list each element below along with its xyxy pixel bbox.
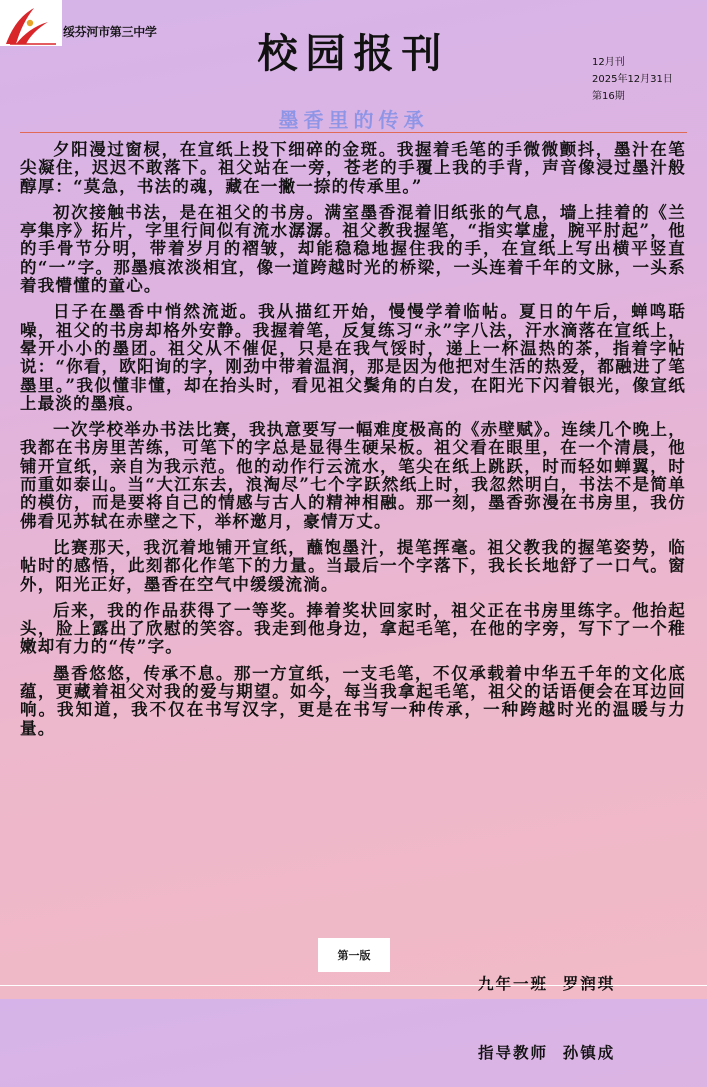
article-paragraph: 初次接触书法，是在祖父的书房。满室墨香混着旧纸张的气息，墙上挂着的《兰亭集序》拓片，字里行间似有流水潺潺。祖父教我握笔，“指实掌虚，腕平肘起”，他的手骨节分明，带着岁月的褶皱，却能稳稳地握住我的手，在宣纸上写出横平竖直的“一”字。那墨痕浓淡相宜，像一道跨越时光的桥梁，一头连着千年的文脉，一头系着我懵懂的童心。 (20, 202, 686, 296)
article-paragraph: 日子在墨香中悄然流逝。我从描红开始，慢慢学着临帖。夏日的午后，蝉鸣聒噪，祖父的书房却格外安静。我握着笔，反复练习“永”字八法，汗水滴落在宣纸上，晕开小小的墨团。祖父从不催促，只是在我气馁时，递上一杯温热的茶，指着字帖说：“你看，欧阳询的字，刚劲中带着温润，那是因为他把对生活的热爱，都融进了笔墨里。”我似懂非懂，却在抬头时，看见祖父鬓角的白发，在阳光下闪着银光，像宣纸上最淡的墨痕。 (20, 302, 686, 413)
teacher-line: 指导教师 孙镇成 (478, 1043, 616, 1062)
article-body (20, 141, 686, 746)
article-paragraph: 夕阳漫过窗棂，在宣纸上投下细碎的金斑。我握着毛笔的手微微颤抖，墨汁在笔尖凝住，迟迟不敢落下。祖父站在一旁，苍老的手覆上我的手背，声音像浸过墨汁般醇厚：“莫急，书法的魂，藏在一撇一捺的传承里。” (20, 140, 686, 196)
footer-divider (0, 985, 707, 986)
issue-number: 第16期 (592, 91, 625, 102)
title-divider (20, 132, 687, 133)
article-paragraph: 墨香悠悠，传承不息。那一方宣纸，一支毛笔，不仅承载着中华五千年的文化底蕴，更藏着祖父对我的爱与期望。如今，每当我拿起毛笔，祖父的话语便会在耳边回响。我知道，我不仅在书写汉字，更是在书写一种传承，一种跨越时光的温暖与力量。 (20, 663, 686, 738)
issue-info (592, 54, 673, 105)
school-name: 绥芬河市第三中学 (63, 25, 157, 39)
article-signoff (478, 926, 615, 1087)
page-label: 第一版 (318, 938, 390, 972)
article-paragraph: 一次学校举办书法比赛，我执意要写一幅难度极高的《赤壁赋》。连续几个晚上，我都在书房里苦练，可笔下的字总是显得生硬呆板。祖父看在眼里，在一个清晨，他铺开宣纸，亲自为我示范。他的动作行云流水，笔尖在纸上跳跃，时而轻如蝉翼，时而重如泰山。当“大江东去，浪淘尽”七个字跃然纸上时，我忽然明白，书法不是简单的模仿，而是要将自己的情感与古人的精神相融。那一刻，墨香弥漫在书房里，我仿佛看见苏轼在赤壁之下，举杯邀月，豪情万丈。 (20, 420, 686, 531)
article-title: 墨香里的传承 (278, 108, 429, 132)
issue-month: 12月刊 (592, 57, 625, 68)
article-paragraph: 后来，我的作品获得了一等奖。捧着奖状回家时，祖父正在书房里练字。他抬起头，脸上露出了欣慰的笑容。我走到他身边，拿起毛笔，在他的字旁，写下了一个稚嫩却有力的“传”字。 (20, 600, 686, 657)
issue-date: 2025年12月31日 (592, 74, 673, 85)
author-line: 九年一班 罗润琪 (478, 974, 616, 993)
newspaper-masthead: 校园报刊 (257, 30, 450, 77)
article-paragraph: 比赛那天，我沉着地铺开宣纸，蘸饱墨汁，提笔挥毫。祖父教我的握笔姿势，临帖时的感悟，此刻都化作笔下的力量。当最后一个字落下，我长长地舒了一口气。窗外，阳光正好，墨香在空气中缓缓流淌。 (20, 537, 686, 594)
